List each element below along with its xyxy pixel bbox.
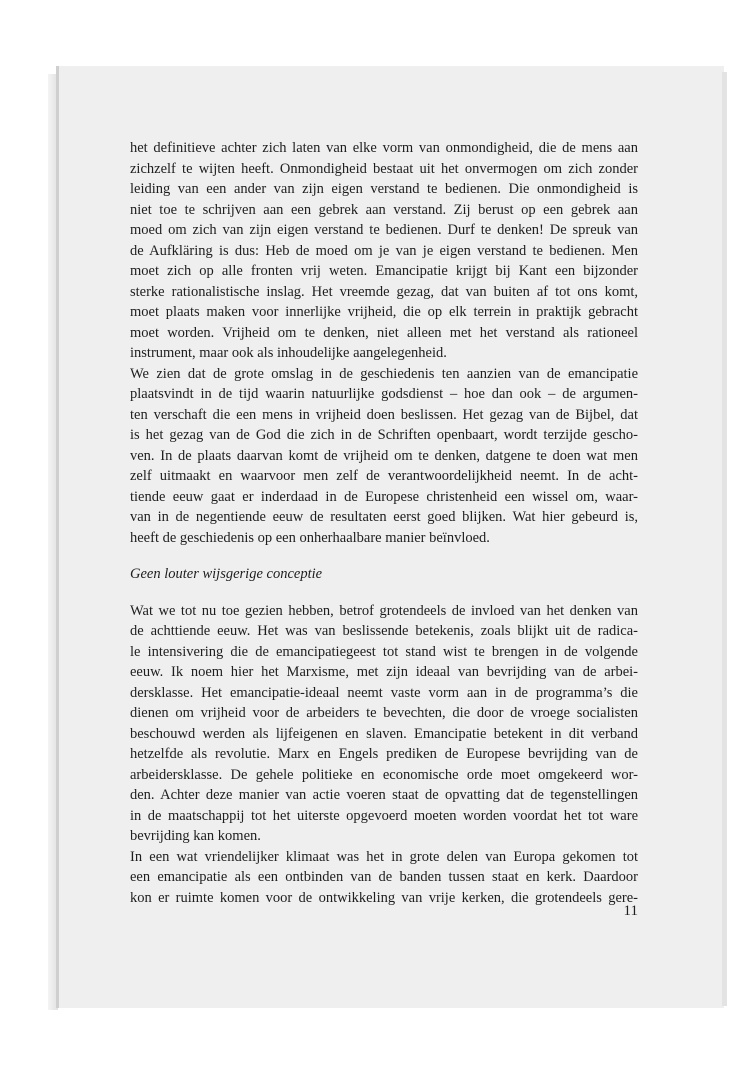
text-line: zelf uitmaakt en waarvoor men zelf de verantwoordelijkheid neemt. In de acht- (130, 468, 638, 484)
text-line: kon er ruimte komen voor de ontwikkeling van vrije kerken, die grotendeels gere- (130, 889, 638, 906)
text-line: de Aufkläring is dus: Heb de moed om je van je eigen verstand te bedienen. Men (130, 242, 638, 259)
text-line: moet plaats maken voor innerlijke vrijheid, die op elk terrein in praktijk gebracht (130, 304, 638, 320)
text-line: is het gezag van de God die zich in de Schriften openbaart, wordt terzijde gescho- (130, 427, 638, 443)
text-line: den. Achter deze manier van actie voeren staat de opvatting dat de tegenstellingen (130, 787, 638, 803)
text-line: moet zich op alle fronten vrij weten. Emancipatie krijgt bij Kant een bijzonder (130, 263, 638, 279)
text-line: bevrijding kan komen. (130, 828, 261, 844)
text-line: ten verschaft die een mens in vrijheid doen beslissen. Het gezag van de Bijbel, dat (130, 406, 638, 423)
text-line: eeuw. Ik noem hier het Marxisme, met zijn ideaal van bevrijding van de arbei- (130, 664, 638, 680)
page-number: 11 (623, 903, 638, 919)
text-line: leiding van een ander van zijn eigen verstand te bedienen. Die onmondigheid is (130, 181, 638, 197)
text-line: zichzelf te wijten heeft. Onmondigheid bestaat uit het onvermogen om zich zonder (130, 160, 638, 177)
text-line: in de maatschappij tot het uiterste opgevoerd moeten worden voordat het tot ware (130, 807, 638, 824)
section-heading: Geen louter wijsgerige conceptie (130, 566, 323, 582)
text-line: tiende eeuw gaat er inderdaad in de Europese christenheid een wissel om, waar- (130, 488, 638, 505)
paragraph (130, 138, 638, 364)
text-line: moet worden. Vrijheid om te denken, niet alleen met het verstand als rationeel (130, 324, 638, 341)
text-line: In een wat vriendelijker klimaat was het in grote delen van Europa gekomen tot (130, 848, 638, 865)
text-line: le intensivering die de emancipatiegeest tot stand wist te brengen in de volgende (130, 643, 638, 660)
text-line: moed om zich van zijn eigen verstand te bedienen. Durf te denken! De spreuk van (130, 222, 638, 238)
text-line: beschouwd werden als lijfeigenen en slaven. Emancipatie betekent in dit verband (130, 725, 638, 742)
text-line: dersklasse. Het emancipatie-ideaal neemt vaste vorm aan in de programma’s die (130, 684, 638, 701)
text-line: dienen om vrijheid voor de arbeiders te bevechten, die door de vroege socialisten (130, 705, 638, 721)
text-line: heeft de geschiedenis op een onherhaalbare manier beïnvloed. (130, 529, 490, 546)
text-line: instrument, maar ook als inhoudelijke aangelegenheid. (130, 345, 447, 361)
paragraph (130, 364, 638, 549)
text-line: hetzelfde als revolutie. Marx en Engels prediken de Europese bevrijding van de (130, 746, 638, 762)
paragraph (130, 847, 638, 909)
text-line: het definitieve achter zich laten van elke vorm van onmondigheid, die de mens aan (130, 140, 638, 156)
text-line: de achttiende eeuw. Het was van beslissende betekenis, zoals blijkt uit de radica- (130, 623, 638, 639)
text-line: plaatsvindt in de tijd waarin natuurlijke godsdienst – hoe dan ook – de argumen- (130, 386, 638, 402)
text-line: We zien dat de grote omslag in de geschiedenis ten aanzien van de emancipatie (130, 365, 638, 382)
text-line: niet toe te schrijven aan een gebrek aan verstand. Zij berust op een gebrek aan (130, 201, 638, 218)
text-line: een emancipatie als een ontbinden van de banden tussen staat en kerk. Daardoor (130, 869, 638, 885)
page-edge-right (722, 72, 727, 1006)
paragraph (130, 601, 638, 847)
text-line: Wat we tot nu toe gezien hebben, betrof grotendeels de invloed van het denken van (130, 602, 638, 619)
text-line: arbeidersklasse. De gehele politieke en economische orde moet omgekeerd wor- (130, 766, 638, 783)
text-line: van in de negentiende eeuw de resultaten eerst goed blijken. Wat hier gebeurd is, (130, 509, 638, 525)
text-line: sterke rationalistische inslag. Het vreemde gezag, dat van buiten af tot ons komt, (130, 283, 638, 300)
text-line: ven. In de plaats daarvan komt de vrijheid om te denken, datgene te doen wat men (130, 447, 638, 464)
page-text (130, 138, 638, 908)
page-spine (56, 66, 59, 1008)
